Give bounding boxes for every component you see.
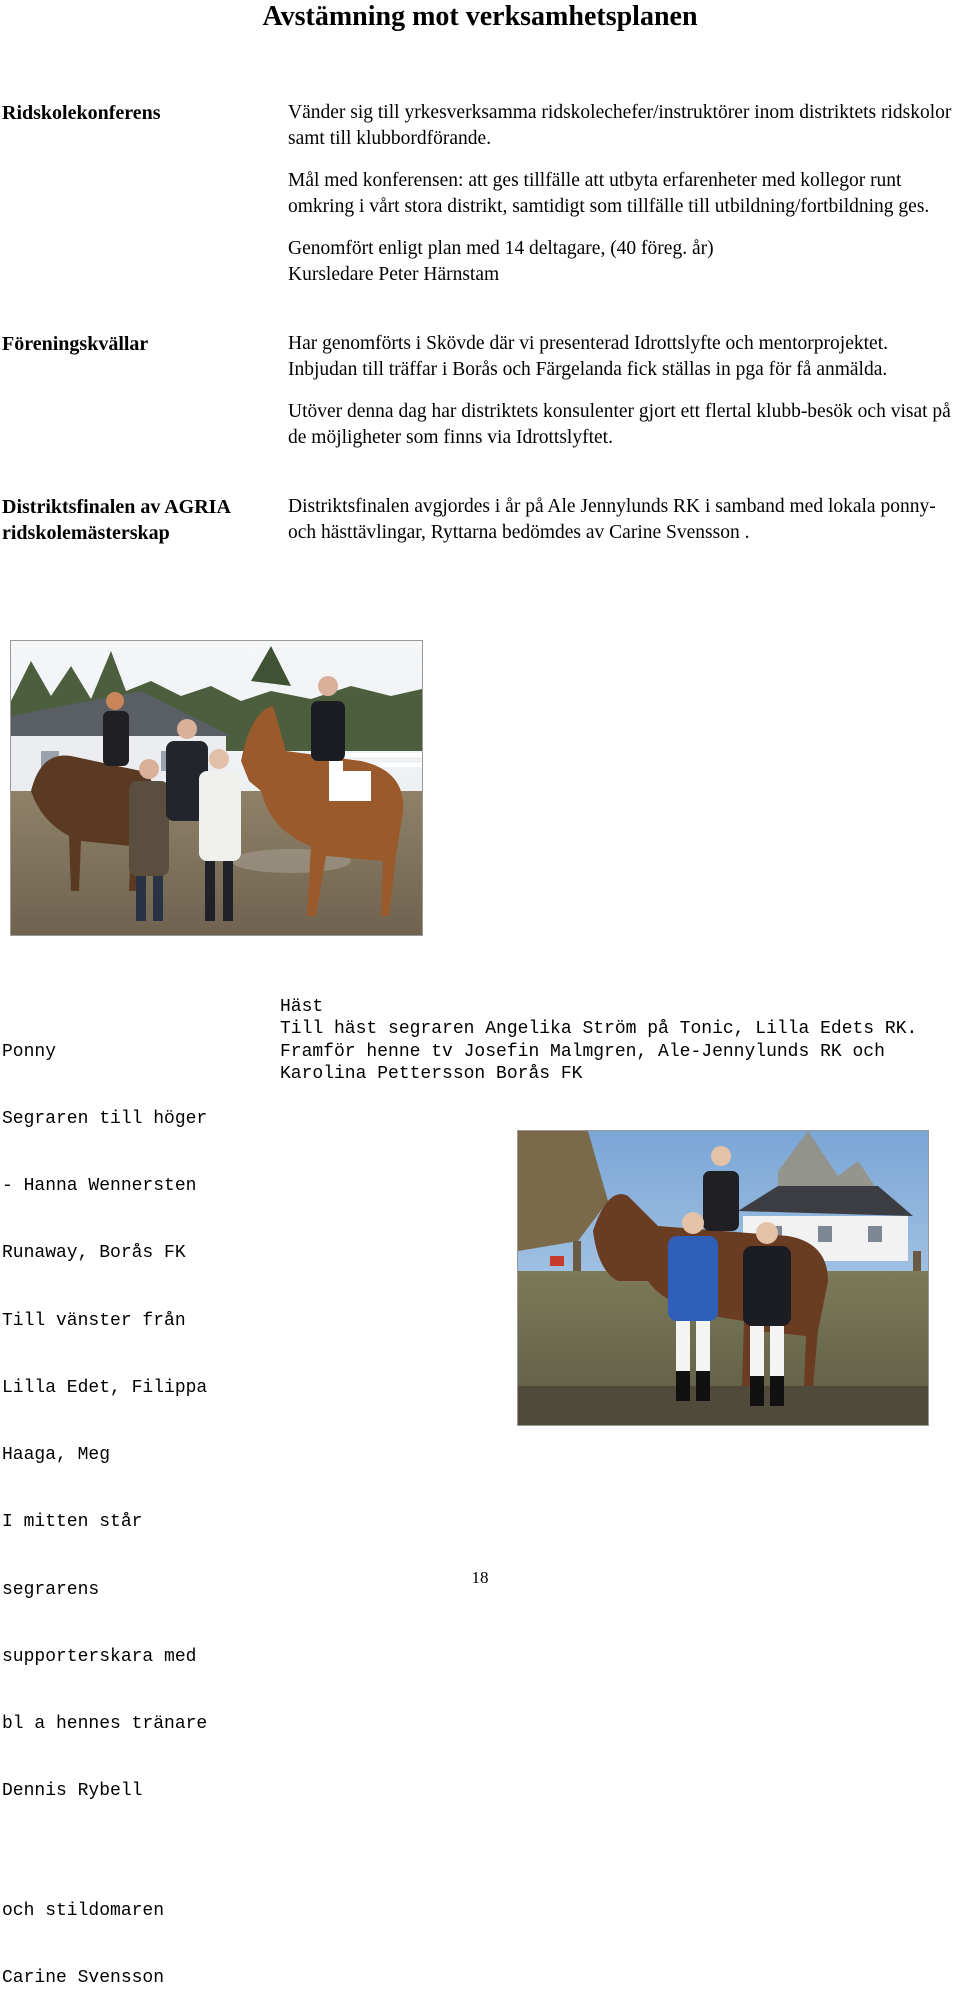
hast-photo [517,1130,929,1426]
paragraph: Utöver denna dag har distriktets konsulenter gjort ett flertal klubb-besök och visat på de möjligheter som finns via Idrottslyftet. [288,401,951,448]
caption-line: Runaway, Borås FK [2,1243,186,1264]
caption-line: och stildomaren [2,1901,165,1922]
paragraph: Kursledare Peter Härnstam [288,264,500,285]
caption-line: Till vänster från [2,1310,186,1331]
section-content [288,494,952,562]
caption-line: segrarens [2,1579,100,1600]
hast-caption [280,996,920,1086]
page-number: 18 [471,1568,489,1587]
caption-line: supporterskara med [2,1646,197,1667]
caption-line: I mitten står [2,1512,143,1533]
section-label: Ridskolekonferens [2,102,161,124]
caption-heading: Häst [280,997,324,1017]
section-label-line: ridskolemästerskap [2,522,170,544]
ponny-photo [10,640,423,936]
caption-text: Till häst segraren Angelika Ström på Tonic, Lilla Edets RK. Framför henne tv Josefin Malmgren, Ale-Jennylunds RK och Karolina Pettersson Borås FK [280,1019,918,1085]
section-content [288,100,952,304]
hast-photo-illustration [518,1131,928,1425]
paragraph: Distriktsfinalen avgjordes i år på Ale Jennylunds RK i samband med lokala ponny- och hästtävlingar, Ryttarna bedömdes av Carine Svensson . [288,496,936,543]
paragraph: Har genomförts i Skövde där vi presenterad Idrottslyfte och mentorprojektet. Inbjudan till träffar i Borås och Färgelanda fick ställas in pga för få anmälda. [288,333,888,380]
caption-line: - Hanna Wennersten [2,1176,197,1197]
caption-line: Haaga, Meg [2,1445,111,1466]
caption-line: Lilla Edet, Filippa [2,1377,208,1398]
paragraph: Mål med konferensen: att ges tillfälle att utbyta erfarenheter med kollegor runt omkring i vårt stora distrikt, samtidigt som tillfälle till utbildning/fortbildning ges. [288,170,930,217]
ponny-photo-illustration [11,641,422,935]
section-label-line: Distriktsfinalen av AGRIA [2,496,231,518]
paragraph: Vänder sig till yrkesverksamma ridskolechefer/instruktörer inom distriktets ridskolor samt till klubbordförande. [288,102,952,149]
section-content [288,331,952,467]
caption-line: Segraren till höger [2,1109,208,1130]
section-label [2,494,272,546]
caption-line: Carine Svensson [2,1968,165,1989]
paragraph: Genomfört enligt plan med 14 deltagare, (40 föreg. år) [288,238,714,259]
page-title: Avstämning mot verksamhetsplanen [262,1,698,32]
caption-line: Dennis Rybell [2,1781,143,1802]
section-label: Föreningskvällar [2,333,149,355]
ponny-caption [2,996,272,2012]
caption-line: bl a hennes tränare [2,1714,208,1734]
caption-heading: Ponny [2,1041,57,1062]
